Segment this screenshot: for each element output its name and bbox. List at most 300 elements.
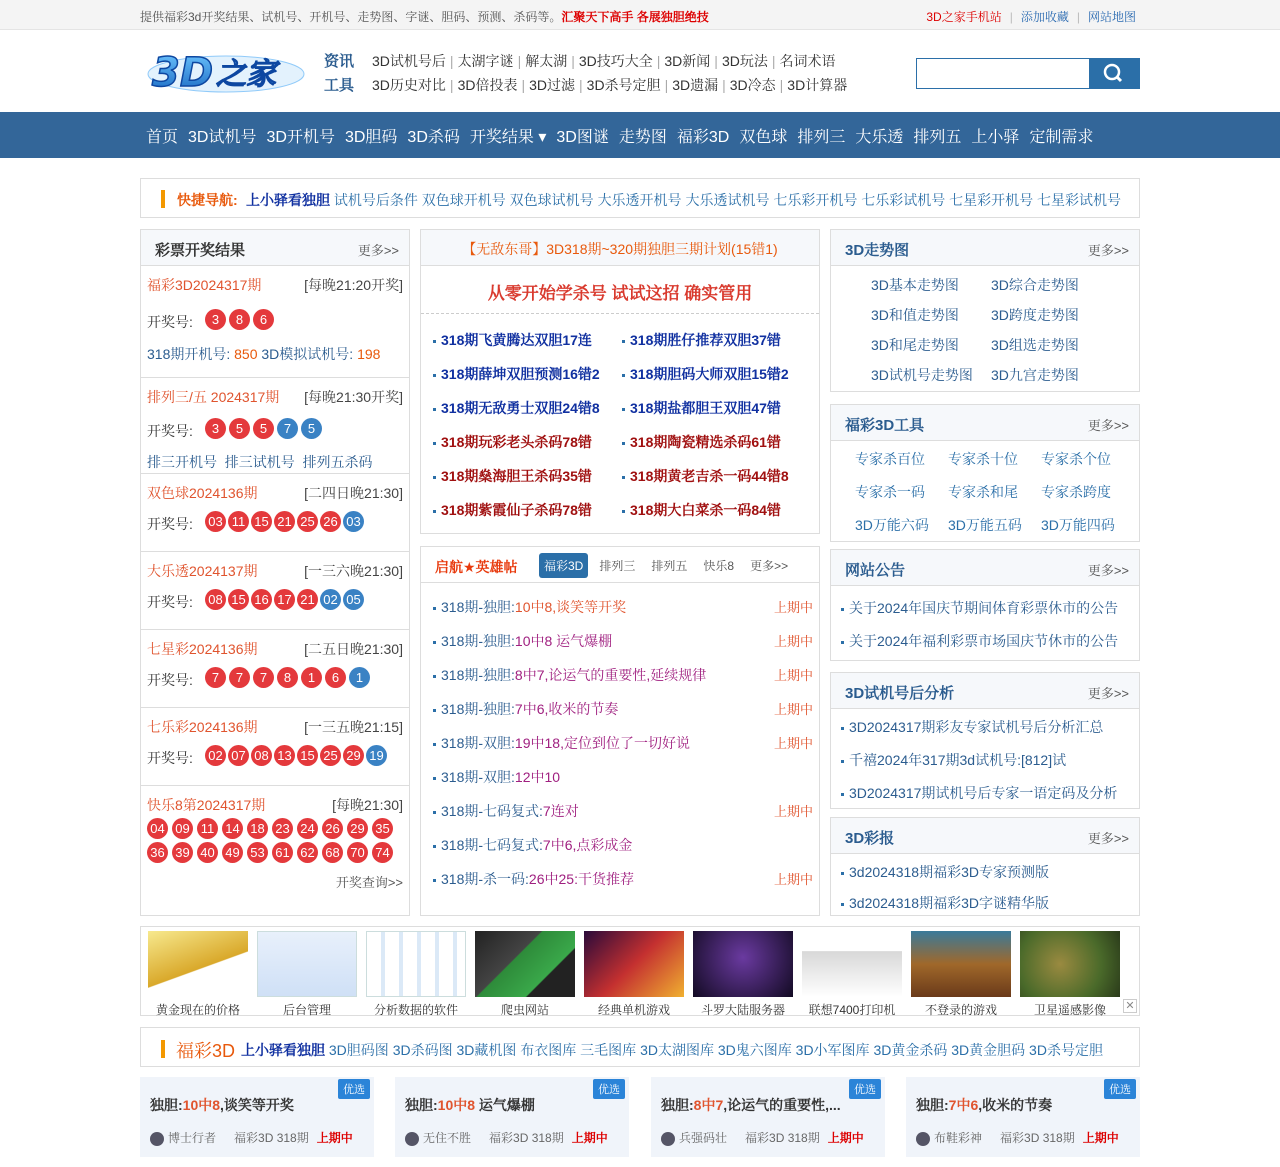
red-ball: 3 — [205, 309, 226, 330]
draw-name[interactable]: 双色球2024136期 — [147, 485, 258, 501]
svg-text:3D: 3D — [152, 50, 214, 96]
red-ball: 04 — [147, 818, 168, 839]
last-hit-badge: 上期中 — [827, 1131, 864, 1145]
ad-tile[interactable] — [693, 931, 793, 1018]
pick-card[interactable] — [140, 1077, 374, 1157]
pick-card[interactable] — [651, 1077, 885, 1157]
header-link[interactable]: 名词术语 — [779, 53, 836, 69]
ball-group — [205, 309, 277, 330]
header-link[interactable]: 3D杀号定胆 — [586, 77, 661, 93]
ball-group — [205, 745, 390, 766]
more-link[interactable]: 更多>> — [1087, 418, 1129, 433]
nav-item[interactable]: 上小驿 — [971, 129, 1020, 146]
tagline-highlight: 汇聚天下高手 各展独胆绝技 — [561, 10, 709, 24]
site-tagline: 提供福彩3d开奖结果、试机号、开机号、走势图、字谜、胆码、预测、杀码等。汇聚天下高手 各展独胆绝技 — [140, 10, 709, 24]
ball-group — [205, 511, 367, 532]
panel-title: 启航★英雄帖 — [435, 559, 518, 575]
blue-ball: 03 — [343, 511, 364, 532]
panel-title: 3D走势图 — [845, 242, 910, 259]
last-hit-badge: 上期中 — [773, 600, 813, 615]
fc3d-link[interactable]: 3D黄金胆码 — [951, 1042, 1026, 1058]
panel-title: 3D试机号后分析 — [845, 685, 955, 702]
fc3d-star-link[interactable]: 上小驿看独胆 — [241, 1042, 325, 1058]
plan-link: 318期胆码大师双胆15错2 — [622, 364, 812, 398]
red-ball: 25 — [320, 745, 341, 766]
red-ball: 74 — [372, 842, 393, 863]
fc3d-bar-label[interactable]: 福彩3D — [176, 1041, 236, 1061]
fc3d-link-bar — [140, 1027, 1140, 1067]
quick-link[interactable]: 试机号后条件 — [333, 192, 418, 208]
red-ball: 29 — [347, 818, 368, 839]
fc3d-link[interactable]: 3D藏机图 — [456, 1042, 517, 1058]
last-hit-badge: 上期中 — [773, 872, 813, 887]
red-ball: 26 — [320, 511, 341, 532]
ad-caption: 分析数据的软件 — [373, 1003, 458, 1017]
red-ball: 14 — [222, 818, 243, 839]
pl-link[interactable]: 排三开机号 — [147, 454, 217, 470]
trend-link[interactable]: 3D跨度走势图 — [991, 307, 1079, 323]
red-ball: 49 — [222, 842, 243, 863]
tools-panel — [830, 404, 1140, 542]
search-button[interactable] — [1089, 59, 1139, 88]
blue-ball: 5 — [301, 418, 322, 439]
kjh-value: 850 — [234, 346, 258, 362]
avatar — [405, 1132, 419, 1146]
more-link[interactable]: 更多>> — [1087, 686, 1129, 701]
tab-more[interactable]: 更多>> — [750, 559, 789, 573]
red-ball: 08 — [205, 589, 226, 610]
featured-badge: 优选 — [593, 1079, 625, 1099]
open-label: 开奖号: — [147, 594, 193, 610]
quick-nav-star-link[interactable]: 上小驿看独胆 — [246, 192, 330, 208]
header-link[interactable]: 解太湖 — [525, 53, 568, 69]
nav-item[interactable]: 3D试机号 — [188, 129, 257, 146]
blue-ball: 19 — [366, 745, 387, 766]
red-ball: 21 — [274, 511, 295, 532]
ad-tile[interactable] — [1020, 931, 1120, 1018]
red-ball: 15 — [251, 511, 272, 532]
plan-link: 318期飞黄腾达双胆17连 — [433, 330, 623, 364]
tool-link[interactable]: 3D万能六码 — [855, 517, 929, 533]
quick-link[interactable]: 双色球开机号 — [421, 192, 506, 208]
header-link[interactable]: 3D技巧大全 — [578, 53, 653, 69]
add-favorite-link[interactable]: 添加收藏 — [1020, 10, 1069, 24]
news-item[interactable]: 3d2024318期福彩3D专家预测版 — [841, 862, 1136, 893]
red-ball: 1 — [301, 667, 322, 688]
quick-link[interactable]: 双色球试机号 — [509, 192, 594, 208]
trend-panel — [830, 229, 1140, 392]
tool-link[interactable]: 专家杀跨度 — [1041, 484, 1111, 500]
result-ssq — [141, 474, 409, 552]
tab-fc3d[interactable]: 福彩3D — [539, 553, 588, 578]
fc3d-link[interactable]: 布衣图库 — [520, 1042, 577, 1058]
red-ball: 6 — [325, 667, 346, 688]
last-hit-badge: 上期中 — [571, 1131, 608, 1145]
last-hit-badge: 上期中 — [1082, 1131, 1119, 1145]
draw-name[interactable]: 快乐8第2024317期 — [147, 797, 266, 813]
open-label: 开奖号: — [147, 672, 193, 688]
header-link[interactable]: 3D计算器 — [787, 77, 848, 93]
site-logo[interactable] — [146, 40, 306, 96]
ball-group — [205, 589, 367, 610]
hero-row[interactable]: 318期-杀一码:26中25:干货推荐 上期中 — [433, 869, 813, 903]
notice-panel — [830, 549, 1140, 661]
quick-link[interactable]: 大乐透开机号 — [597, 192, 682, 208]
plan-link: 318期无敌勇士双胆24错8 — [433, 398, 623, 432]
card-title: 独胆:7中6,收米的节奏 — [916, 1097, 1053, 1113]
nav-item[interactable]: 3D图谜 — [556, 129, 609, 146]
nav-item[interactable]: 3D胆码 — [344, 129, 398, 146]
analysis-panel — [830, 672, 1140, 809]
nav-item[interactable]: 3D开机号 — [266, 129, 335, 146]
draw-time: [二五日晚21:30] — [304, 641, 403, 657]
sjh-value: 198 — [357, 346, 381, 362]
top-links: 3D之家手机站 | 添加收藏 | 网站地图 — [926, 10, 1136, 24]
ad-caption: 斗罗大陆服务器 — [700, 1003, 785, 1017]
ball-group — [205, 418, 325, 439]
header-link[interactable]: 3D过滤 — [529, 77, 576, 93]
header-link[interactable]: 3D遗漏 — [672, 77, 719, 93]
plan-panel — [420, 229, 820, 534]
red-ball: 40 — [197, 842, 218, 863]
red-ball: 36 — [147, 842, 168, 863]
red-ball: 08 — [251, 745, 272, 766]
last-hit-badge: 上期中 — [773, 668, 813, 683]
plan-link: 318期胜仔推荐双胆37错 — [622, 330, 812, 364]
draw-name[interactable]: 福彩3D2024317期 — [147, 277, 262, 293]
nav-item[interactable]: 排列三 — [797, 129, 846, 146]
quick-link[interactable]: 七星彩开机号 — [949, 192, 1034, 208]
tab-kl8[interactable]: 快乐8 — [703, 559, 735, 573]
red-ball: 03 — [205, 511, 226, 532]
trend-link[interactable]: 3D和尾走势图 — [871, 337, 959, 353]
draw-time: [每晚21:30] — [332, 797, 403, 813]
ball-group — [205, 667, 373, 688]
accent-bar — [161, 190, 165, 208]
red-ball: 7 — [205, 667, 226, 688]
plan-link: 318期燊海胆王杀码35错 — [433, 466, 623, 500]
result-kl8 — [141, 786, 409, 910]
red-ball: 3 — [205, 418, 226, 439]
hero-row[interactable]: 318期-七码复式:7连对 上期中 — [433, 801, 813, 835]
panel-title: 网站公告 — [845, 562, 906, 579]
analysis-item[interactable]: 3D2024317期试机号后专家一语定码及分析 — [841, 783, 1136, 816]
plan-link: 318期紫霞仙子杀码78错 — [433, 500, 623, 534]
pl-link[interactable]: 排列五杀码 — [302, 454, 373, 470]
ad-strip — [140, 926, 1140, 1016]
tool-link[interactable]: 专家杀百位 — [855, 451, 925, 467]
header-link[interactable]: 3D玩法 — [721, 53, 768, 69]
red-ball: 39 — [172, 842, 193, 863]
pick-card[interactable] — [906, 1077, 1140, 1157]
draw-name[interactable]: 排列三/五 2024317期 — [147, 389, 280, 405]
fc3d-link[interactable]: 3D胆码图 — [328, 1042, 389, 1058]
last-hit-badge: 上期中 — [773, 702, 813, 717]
heroes-panel — [420, 546, 820, 916]
plan-link: 318期陶瓷精选杀码61错 — [622, 432, 812, 466]
nav-item[interactable]: 福彩3D — [676, 129, 730, 146]
red-ball: 8 — [277, 667, 298, 688]
trend-link[interactable]: 3D试机号走势图 — [871, 367, 973, 383]
trend-link[interactable]: 3D综合走势图 — [991, 277, 1079, 293]
red-ball: 62 — [297, 842, 318, 863]
header-row-tools-heading: 工具 — [324, 77, 355, 94]
trend-link[interactable]: 3D和值走势图 — [871, 307, 959, 323]
hero-row[interactable]: 318期-独胆:7中6,收米的节奏 上期中 — [433, 699, 813, 733]
nav-item[interactable]: 定制需求 — [1029, 129, 1094, 146]
pick-card[interactable] — [395, 1077, 629, 1157]
tab-pl5[interactable]: 排列五 — [651, 559, 688, 573]
red-ball: 70 — [347, 842, 368, 863]
fc3d-link[interactable]: 3D太湖图库 — [640, 1042, 714, 1058]
draw-name[interactable]: 大乐透2024137期 — [147, 563, 258, 579]
card-meta: 无住不胜 福彩3D 318期 上期中 — [405, 1129, 608, 1146]
fc3d-link[interactable]: 3D杀号定胆 — [1029, 1042, 1103, 1058]
draw-time: [一三六晚21:30] — [304, 563, 403, 579]
nav-item[interactable]: 首页 — [146, 129, 179, 146]
featured-badge: 优选 — [1104, 1079, 1136, 1099]
accent-bar — [161, 1040, 165, 1058]
tool-link[interactable]: 专家杀个位 — [1041, 451, 1111, 467]
draw-time: [一三五晚21:15] — [304, 719, 403, 735]
blue-ball: 7 — [277, 418, 298, 439]
author-name: 兵强码壮 — [679, 1131, 728, 1145]
header-row-tools: 工具 3D历史对比 | 3D倍投表 | 3D过滤 | 3D杀号定胆 | 3D遗漏 | 3D冷态 | 3D计算器 — [324, 77, 848, 94]
open-label: 开奖号: — [147, 516, 193, 532]
blue-ball: 05 — [343, 589, 364, 610]
quick-link[interactable]: 七星彩试机号 — [1037, 192, 1122, 208]
ad-tile[interactable] — [366, 931, 466, 1018]
avatar — [916, 1132, 930, 1146]
fc3d-extra — [147, 344, 380, 364]
open-label: 开奖号: — [147, 423, 193, 439]
card-meta: 兵强码壮 福彩3D 318期 上期中 — [661, 1129, 864, 1146]
panel-title: 福彩3D工具 — [845, 417, 925, 434]
nav-item[interactable]: 大乐透 — [855, 129, 904, 146]
red-ball: 11 — [197, 818, 218, 839]
fc3d-link[interactable]: 3D鬼六图库 — [717, 1042, 792, 1058]
author-name: 博士行者 — [168, 1131, 217, 1145]
card-meta: 博士行者 福彩3D 318期 上期中 — [150, 1129, 353, 1146]
nav-item[interactable]: 走势图 — [618, 129, 667, 146]
red-ball: 25 — [297, 511, 318, 532]
plan-headline[interactable]: 从零开始学杀号 试试这招 确实管用 — [421, 266, 819, 314]
draw-time: [每晚21:20开奖] — [304, 277, 403, 293]
pl-link[interactable]: 排三试机号 — [224, 454, 295, 470]
result-qxc — [141, 630, 409, 708]
open-label: 开奖号: — [147, 314, 193, 330]
plan-link: 318期大白菜杀一码84错 — [622, 500, 812, 534]
red-ball: 35 — [372, 818, 393, 839]
card-title: 独胆:10中8,谈笑等开奖 — [150, 1097, 294, 1113]
more-link[interactable]: 更多>> — [1087, 831, 1129, 846]
red-ball: 29 — [343, 745, 364, 766]
red-ball: 24 — [297, 818, 318, 839]
ad-tile[interactable] — [802, 931, 902, 1018]
search-box — [916, 58, 1140, 89]
hero-row[interactable]: 318期-双胆:12中10 — [433, 767, 813, 801]
more-link[interactable]: 更多>> — [357, 243, 399, 258]
trend-link[interactable]: 3D九宫走势图 — [991, 367, 1079, 383]
red-ball: 26 — [322, 818, 343, 839]
plan-link: 318期薛坤双胆预测16错2 — [433, 364, 623, 398]
close-icon[interactable]: ✕ — [1123, 999, 1137, 1013]
hero-row[interactable]: 318期-七码复式:7中6,点彩成金 — [433, 835, 813, 869]
ad-caption: 经典单机游戏 — [597, 1003, 670, 1017]
red-ball: 8 — [229, 309, 250, 330]
more-link[interactable]: 更多>> — [1087, 563, 1129, 578]
header-link[interactable]: 3D倍投表 — [457, 77, 518, 93]
trend-link[interactable]: 3D基本走势图 — [871, 277, 959, 293]
result-pl — [141, 378, 409, 474]
fc3d-link[interactable]: 三毛图库 — [580, 1042, 637, 1058]
ad-tile[interactable] — [148, 931, 248, 1018]
ad-caption: 黄金现在的价格 — [155, 1003, 240, 1017]
featured-badge: 优选 — [338, 1079, 370, 1099]
card-title: 独胆:8中7,论运气的重要性,... — [661, 1097, 841, 1113]
hero-row[interactable]: 318期-独胆:10中8,谈笑等开奖 上期中 — [433, 597, 813, 631]
header-link[interactable]: 3D试机号后 — [372, 53, 446, 69]
ad-tile[interactable] — [475, 931, 575, 1018]
header-link[interactable]: 3D冷态 — [729, 77, 776, 93]
card-title: 独胆:10中8 运气爆棚 — [405, 1097, 535, 1113]
nav-item-dropdown[interactable]: 开奖结果 ▾ — [469, 129, 547, 146]
svg-text:之家: 之家 — [216, 57, 276, 92]
author-name: 布鞋彩神 — [934, 1131, 983, 1145]
card-meta: 布鞋彩神 福彩3D 318期 上期中 — [916, 1129, 1119, 1146]
nav-item[interactable]: 排列五 — [913, 129, 962, 146]
nav-item[interactable]: 双色球 — [739, 129, 788, 146]
ball-group — [147, 816, 397, 864]
avatar — [661, 1132, 675, 1146]
search-icon — [1089, 59, 1139, 88]
ad-tile[interactable] — [257, 931, 357, 1018]
red-ball: 15 — [228, 589, 249, 610]
trend-link[interactable]: 3D组选走势图 — [991, 337, 1079, 353]
main-nav — [0, 112, 1280, 158]
lottery-results-panel — [140, 229, 410, 916]
red-ball: 21 — [297, 589, 318, 610]
red-ball: 61 — [272, 842, 293, 863]
tool-link[interactable]: 专家杀一码 — [855, 484, 925, 500]
kl8-query-link[interactable]: 开奖查询>> — [335, 875, 403, 890]
plan-link: 318期盐都胆王双胆47错 — [622, 398, 812, 432]
ad-caption: 联想7400打印机 — [808, 1003, 896, 1017]
ad-caption: 卫星遥感影像 — [1033, 1003, 1106, 1017]
draw-name[interactable]: 七星彩2024136期 — [147, 641, 258, 657]
news-item[interactable]: 3d2024318期福彩3D字谜精华版 — [841, 893, 1136, 924]
notice-item[interactable]: 关于2024年福利彩票市场国庆节休市的公告 — [841, 631, 1136, 664]
hero-row[interactable]: 318期-独胆:10中8 运气爆棚 上期中 — [433, 631, 813, 665]
tool-link[interactable]: 专家杀和尾 — [948, 484, 1018, 500]
red-ball: 13 — [274, 745, 295, 766]
header-link[interactable]: 3D新闻 — [664, 53, 711, 69]
news-panel — [830, 817, 1140, 916]
pl-links — [147, 452, 373, 472]
header-links — [324, 50, 851, 98]
ad-tile[interactable] — [911, 931, 1011, 1018]
red-ball: 11 — [228, 511, 249, 532]
header-row-news: 资讯 3D试机号后 | 太湖字谜 | 解太湖 | 3D技巧大全 | 3D新闻 | 3D玩法 | 名词术语 — [324, 53, 836, 70]
header-link[interactable]: 太湖字谜 — [457, 53, 514, 69]
red-ball: 5 — [229, 418, 250, 439]
draw-name[interactable]: 七乐彩2024136期 — [147, 719, 258, 735]
draw-time: [每晚21:30开奖] — [304, 389, 403, 405]
red-ball: 6 — [253, 309, 274, 330]
analysis-item[interactable]: 千禧2024年317期3d试机号:[812]试 — [841, 750, 1136, 783]
quick-nav — [140, 178, 1140, 218]
fc3d-link[interactable]: 3D小军图库 — [795, 1042, 870, 1058]
draw-time: [二四日晚21:30] — [304, 485, 403, 501]
plan-title[interactable]: 【无敌东哥】3D318期~320期独胆三期计划(15错1) — [421, 230, 819, 266]
ad-tile[interactable] — [584, 931, 684, 1018]
red-ball: 15 — [297, 745, 318, 766]
red-ball: 09 — [172, 818, 193, 839]
quick-link[interactable]: 七乐彩试机号 — [861, 192, 946, 208]
tool-link[interactable]: 3D万能五码 — [948, 517, 1022, 533]
plan-link: 318期玩彩老头杀码78错 — [433, 432, 623, 466]
ad-caption: 后台管理 — [282, 1003, 331, 1017]
more-link[interactable]: 更多>> — [1087, 243, 1129, 258]
fc3d-link[interactable]: 3D杀码图 — [392, 1042, 453, 1058]
panel-title: 彩票开奖结果 — [155, 242, 246, 259]
red-ball: 68 — [322, 842, 343, 863]
last-hit-badge: 上期中 — [773, 736, 813, 751]
result-dlt — [141, 552, 409, 630]
fc3d-link[interactable]: 3D黄金杀码 — [873, 1042, 948, 1058]
search-input[interactable] — [917, 59, 1089, 88]
hero-row[interactable]: 318期-双胆:19中18,定位到位了一切好说 上期中 — [433, 733, 813, 767]
blue-ball: 02 — [320, 589, 341, 610]
avatar — [150, 1132, 164, 1146]
mobile-site-link[interactable]: 3D之家手机站 — [926, 10, 1002, 24]
hero-row[interactable]: 318期-独胆:8中7,论运气的重要性,延续规律 上期中 — [433, 665, 813, 699]
header-link[interactable]: 3D历史对比 — [372, 77, 446, 93]
top-bar — [0, 0, 1280, 30]
red-ball: 5 — [253, 418, 274, 439]
featured-badge: 优选 — [849, 1079, 881, 1099]
kjh-label[interactable]: 318期开机号: — [147, 346, 231, 362]
ad-caption: 爬虫网站 — [500, 1003, 549, 1017]
tool-link[interactable]: 3D万能四码 — [1041, 517, 1115, 533]
red-ball: 53 — [247, 842, 268, 863]
red-ball: 7 — [253, 667, 274, 688]
plan-link: 318期黄老吉杀一码44错8 — [622, 466, 812, 500]
result-fc3d — [141, 266, 409, 378]
quick-link[interactable]: 大乐透试机号 — [685, 192, 770, 208]
quick-link[interactable]: 七乐彩开机号 — [773, 192, 858, 208]
tab-pl3[interactable]: 排列三 — [599, 559, 636, 573]
ad-caption: 不登录的游戏 — [924, 1003, 997, 1017]
blue-ball: 1 — [349, 667, 370, 688]
last-hit-badge: 上期中 — [773, 804, 813, 819]
author-name: 无住不胜 — [423, 1131, 472, 1145]
red-ball: 02 — [205, 745, 226, 766]
red-ball: 23 — [272, 818, 293, 839]
last-hit-badge: 上期中 — [773, 634, 813, 649]
sitemap-link[interactable]: 网站地图 — [1087, 10, 1136, 24]
red-ball: 07 — [228, 745, 249, 766]
last-hit-badge: 上期中 — [316, 1131, 353, 1145]
notice-item[interactable]: 关于2024年国庆节期间体育彩票休市的公告 — [841, 598, 1136, 631]
analysis-item[interactable]: 3D2024317期彩友专家试机号后分析汇总 — [841, 717, 1136, 750]
tool-link[interactable]: 专家杀十位 — [948, 451, 1018, 467]
nav-item[interactable]: 3D杀码 — [407, 129, 460, 146]
sjh-label[interactable]: 3D模拟试机号: — [261, 346, 354, 362]
panel-title: 3D彩报 — [845, 830, 895, 847]
header-row-news-heading: 资讯 — [324, 53, 355, 70]
result-qlc — [141, 708, 409, 786]
